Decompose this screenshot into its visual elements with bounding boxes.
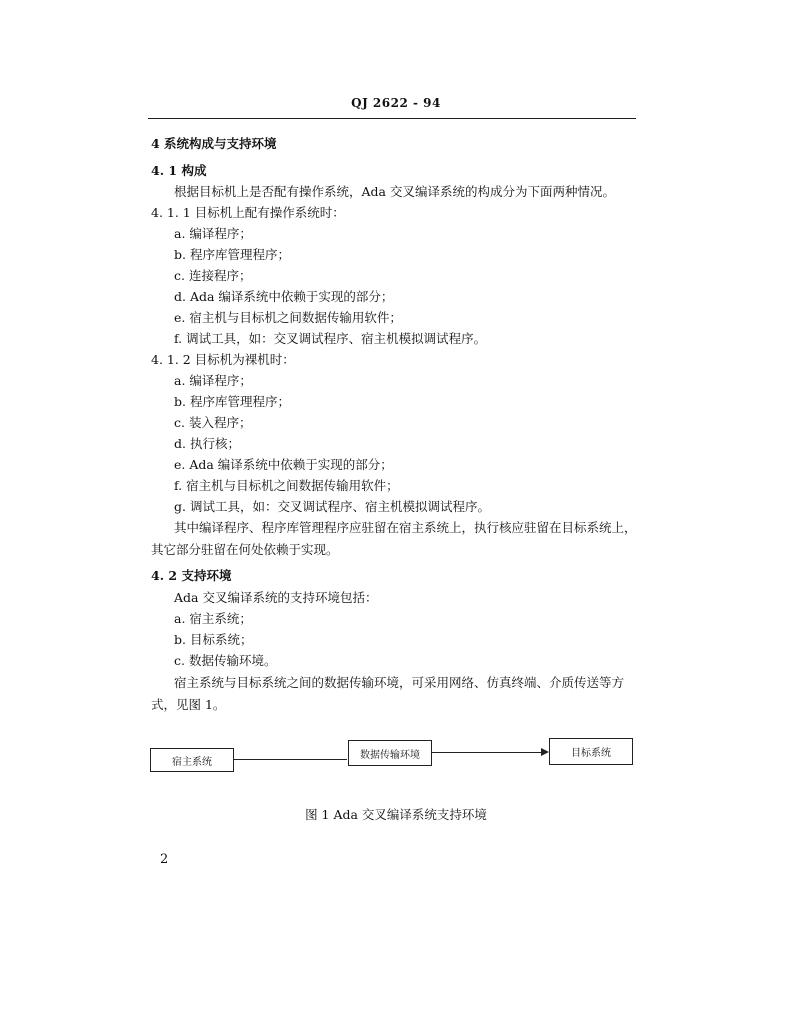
body-line: b. 目标系统； xyxy=(174,632,253,647)
transfer-target-connector xyxy=(431,752,541,753)
body-line: f. 宿主机与目标机之间数据传输用软件； xyxy=(174,478,399,493)
body-line: g. 调试工具，如：交叉调试程序、宿主机模拟调试程序。 xyxy=(174,499,490,514)
host-transfer-connector xyxy=(233,759,347,760)
body-line: e. 宿主机与目标机之间数据传输用软件； xyxy=(174,310,402,325)
body-line: d. 执行核； xyxy=(174,436,240,451)
body-line: 其中编译程序、程序库管理程序应驻留在宿主系统上，执行核应驻留在目标系统上， xyxy=(174,520,637,535)
body-line: 4. 2 支持环境 xyxy=(151,568,232,583)
body-line: a. 编译程序； xyxy=(174,373,252,388)
arrow-right-icon xyxy=(541,748,549,756)
body-line: b. 程序库管理程序； xyxy=(174,394,290,409)
body-line: 其它部分驻留在何处依赖于实现。 xyxy=(151,542,339,557)
body-line: d. Ada 编译系统中依赖于实现的部分； xyxy=(174,289,394,304)
page-number: 2 xyxy=(160,852,169,867)
body-line: 式，见图 1。 xyxy=(151,697,226,712)
body-line: 4. 1 构成 xyxy=(151,163,207,178)
body-line: Ada 交叉编译系统的支持环境包括： xyxy=(174,590,378,605)
figure-caption: 图 1 Ada 交叉编译系统支持环境 xyxy=(305,807,487,822)
body-line: 根据目标机上是否配有操作系统，Ada 交叉编译系统的构成分为下面两种情况。 xyxy=(174,184,615,199)
body-line: c. 装入程序； xyxy=(174,415,252,430)
body-line: b. 程序库管理程序； xyxy=(174,247,290,262)
body-line: 4. 1. 2 目标机为裸机时： xyxy=(151,352,295,367)
transfer-environment-box: 数据传输环境 xyxy=(348,740,432,766)
host-system-box: 宿主系统 xyxy=(150,748,234,772)
body-line: 4. 1. 1 目标机上配有操作系统时： xyxy=(151,205,345,220)
body-line: 宿主系统与目标系统之间的数据传输环境，可采用网络、仿真终端、介质传送等方 xyxy=(174,675,625,690)
header-rule xyxy=(148,118,636,119)
body-line: a. 宿主系统； xyxy=(174,611,252,626)
body-line: e. Ada 编译系统中依赖于实现的部分； xyxy=(174,457,393,472)
body-line: a. 编译程序； xyxy=(174,226,252,241)
document-header: QJ 2622 - 94 xyxy=(351,96,441,110)
body-line: f. 调试工具，如：交叉调试程序、宿主机模拟调试程序。 xyxy=(174,331,487,346)
body-line: c. 连接程序； xyxy=(174,268,252,283)
target-system-box: 目标系统 xyxy=(549,738,633,765)
body-line: 4 系统构成与支持环境 xyxy=(151,136,277,151)
body-line: c. 数据传输环境。 xyxy=(174,653,277,668)
